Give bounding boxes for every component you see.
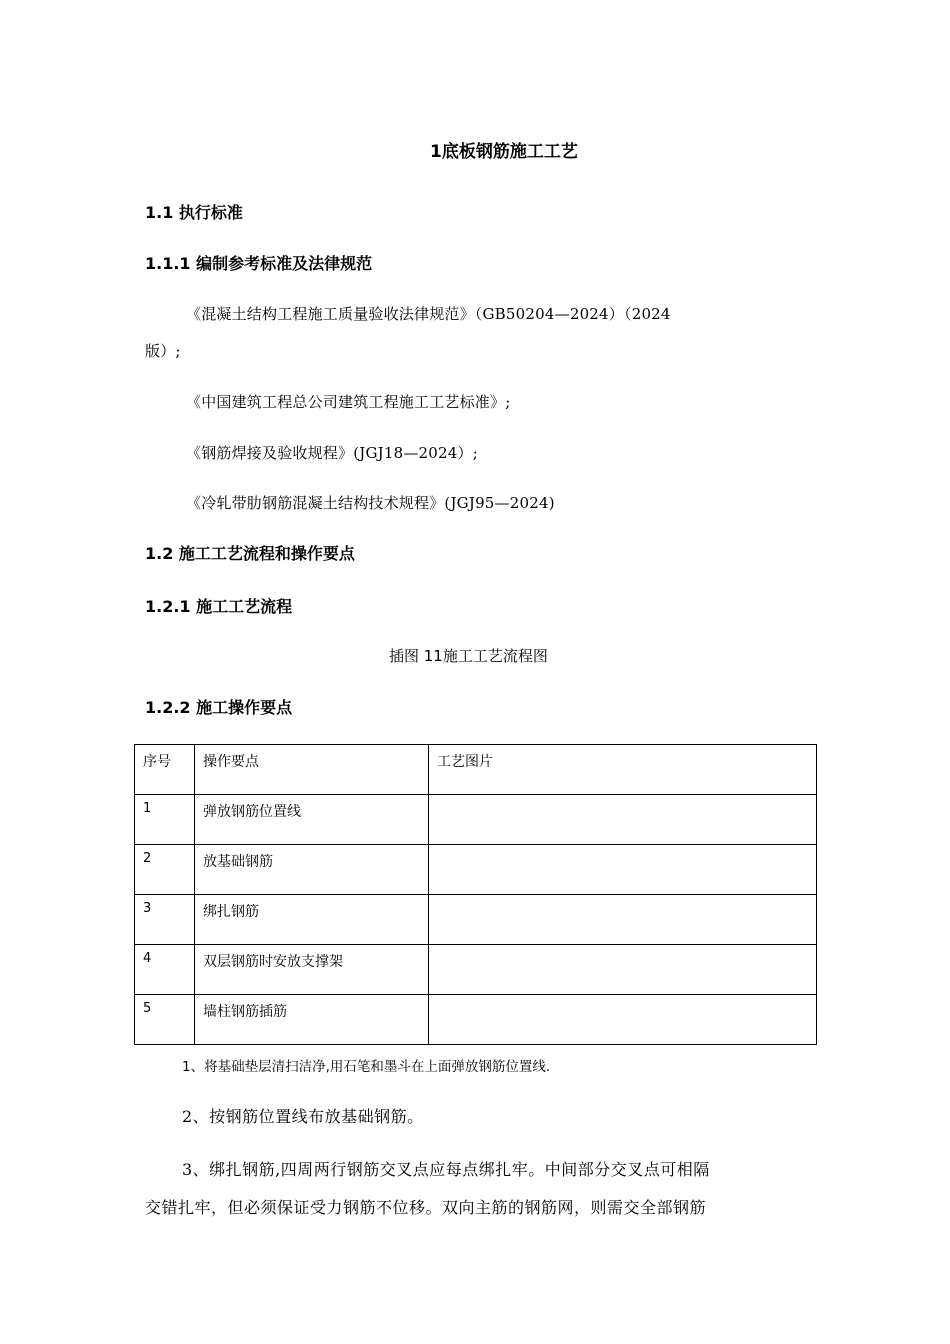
row-process-image — [429, 995, 817, 1045]
operation-points-table — [134, 744, 817, 1045]
standard-item-3: 《钢筋焊接及验收规程》(JGJ18—2024）; — [186, 444, 478, 462]
section-heading-1-2-2: 1.2.2 施工操作要点 — [145, 698, 293, 717]
row-operation-point: 放基础钢筋 — [195, 845, 429, 895]
table-row — [135, 945, 817, 995]
row-operation-point: 墙柱钢筋插筋 — [195, 995, 429, 1045]
row-process-image — [429, 945, 817, 995]
row-process-image — [429, 895, 817, 945]
figure-caption: 插图 11施工工艺流程图 — [389, 647, 548, 665]
standard-item-1-cont: 版）; — [145, 342, 181, 360]
section-heading-1-2: 1.2 施工工艺流程和操作要点 — [145, 544, 355, 563]
section-heading-1-1: 1.1 执行标准 — [145, 203, 243, 222]
table-row — [135, 845, 817, 895]
row-operation-point: 弹放钢筋位置线 — [195, 795, 429, 845]
table-header-cell: 操作要点 — [195, 745, 429, 795]
row-number: 5 — [135, 995, 195, 1045]
note-step-1: 1、将基础垫层清扫洁净,用石笔和墨斗在上面弹放钢筋位置线. — [182, 1059, 551, 1075]
table-header-row — [135, 745, 817, 795]
standard-item-1: 《混凝土结构工程施工质量验收法律规范》（GB50204—2024）（2024 — [186, 305, 671, 323]
table-row — [135, 995, 817, 1045]
table-header-cell: 工艺图片 — [429, 745, 817, 795]
table-row — [135, 895, 817, 945]
table-row — [135, 795, 817, 845]
row-process-image — [429, 845, 817, 895]
standard-item-4: 《冷轧带肋钢筋混凝土结构技术规程》(JGJ95—2024) — [186, 494, 555, 512]
note-step-2: 2、按钢筋位置线布放基础钢筋。 — [182, 1107, 424, 1126]
section-heading-1-2-1: 1.2.1 施工工艺流程 — [145, 597, 293, 616]
row-process-image — [429, 795, 817, 845]
row-number: 2 — [135, 845, 195, 895]
row-operation-point: 绑扎钢筋 — [195, 895, 429, 945]
row-number: 3 — [135, 895, 195, 945]
note-step-3: 3、绑扎钢筋,四周两行钢筋交叉点应每点绑扎牢。中间部分交叉点可相隔 — [182, 1160, 710, 1179]
row-number: 4 — [135, 945, 195, 995]
note-step-3-cont: 交错扎牢，但必须保证受力钢筋不位移。双向主筋的钢筋网，则需交全部钢筋 — [145, 1198, 707, 1217]
row-operation-point: 双层钢筋时安放支撑架 — [195, 945, 429, 995]
section-heading-1-1-1: 1.1.1 编制参考标准及法律规范 — [145, 254, 373, 273]
standard-item-2: 《中国建筑工程总公司建筑工程施工工艺标准》; — [186, 393, 511, 411]
table-header-cell: 序号 — [135, 745, 195, 795]
row-number: 1 — [135, 795, 195, 845]
page-title: 1底板钢筋施工工艺 — [430, 142, 578, 162]
